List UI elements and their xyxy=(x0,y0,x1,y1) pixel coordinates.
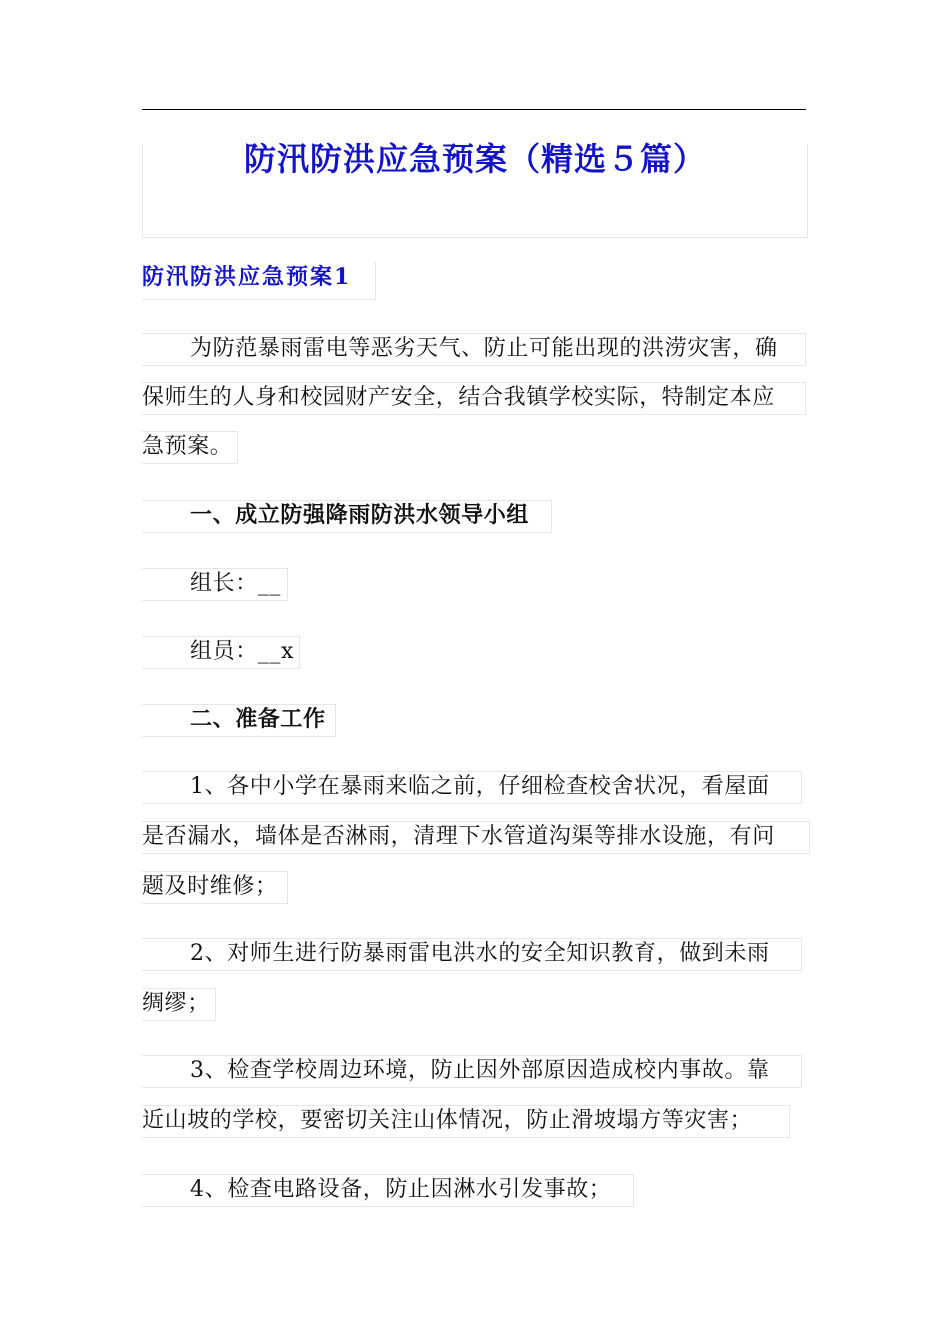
section-heading-1: 一、成立防强降雨防洪水领导小组 xyxy=(142,500,552,533)
item-4-line-1: 4、检查电路设备，防止因淋水引发事故； xyxy=(142,1174,634,1207)
item-2-line-1: 2、对师生进行防暴雨雷电洪水的安全知识教育，做到未雨 xyxy=(142,938,802,971)
member-line: 组员：__x xyxy=(142,636,300,669)
item-1-line-2: 是否漏水，墙体是否淋雨，清理下水管道沟渠等排水设施，有问 xyxy=(142,821,810,854)
leader-line: 组长：__ xyxy=(142,568,288,601)
intro-line-1: 为防范暴雨雷电等恶劣天气、防止可能出现的洪涝灾害，确 xyxy=(142,333,806,366)
item-1-line-3: 题及时维修； xyxy=(142,871,288,904)
header-rule xyxy=(142,109,806,110)
document-title: 防汛防洪应急预案（精选５篇） xyxy=(243,140,706,178)
item-3-line-1: 3、检查学校周边环境，防止因外部原因造成校内事故。靠 xyxy=(142,1055,802,1088)
plan-subtitle: 防汛防洪应急预案1 xyxy=(142,262,376,300)
item-3-line-2: 近山坡的学校，要密切关注山体情况，防止滑坡塌方等灾害； xyxy=(142,1105,790,1138)
intro-line-2: 保师生的人身和校园财产安全，结合我镇学校实际，特制定本应 xyxy=(142,382,806,415)
item-1-line-1: 1、各中小学在暴雨来临之前，仔细检查校舍状况，看屋面 xyxy=(142,771,802,804)
intro-line-3: 急预案。 xyxy=(142,431,238,464)
item-2-line-2: 绸缪； xyxy=(142,988,216,1021)
section-heading-2: 二、准备工作 xyxy=(142,704,336,737)
